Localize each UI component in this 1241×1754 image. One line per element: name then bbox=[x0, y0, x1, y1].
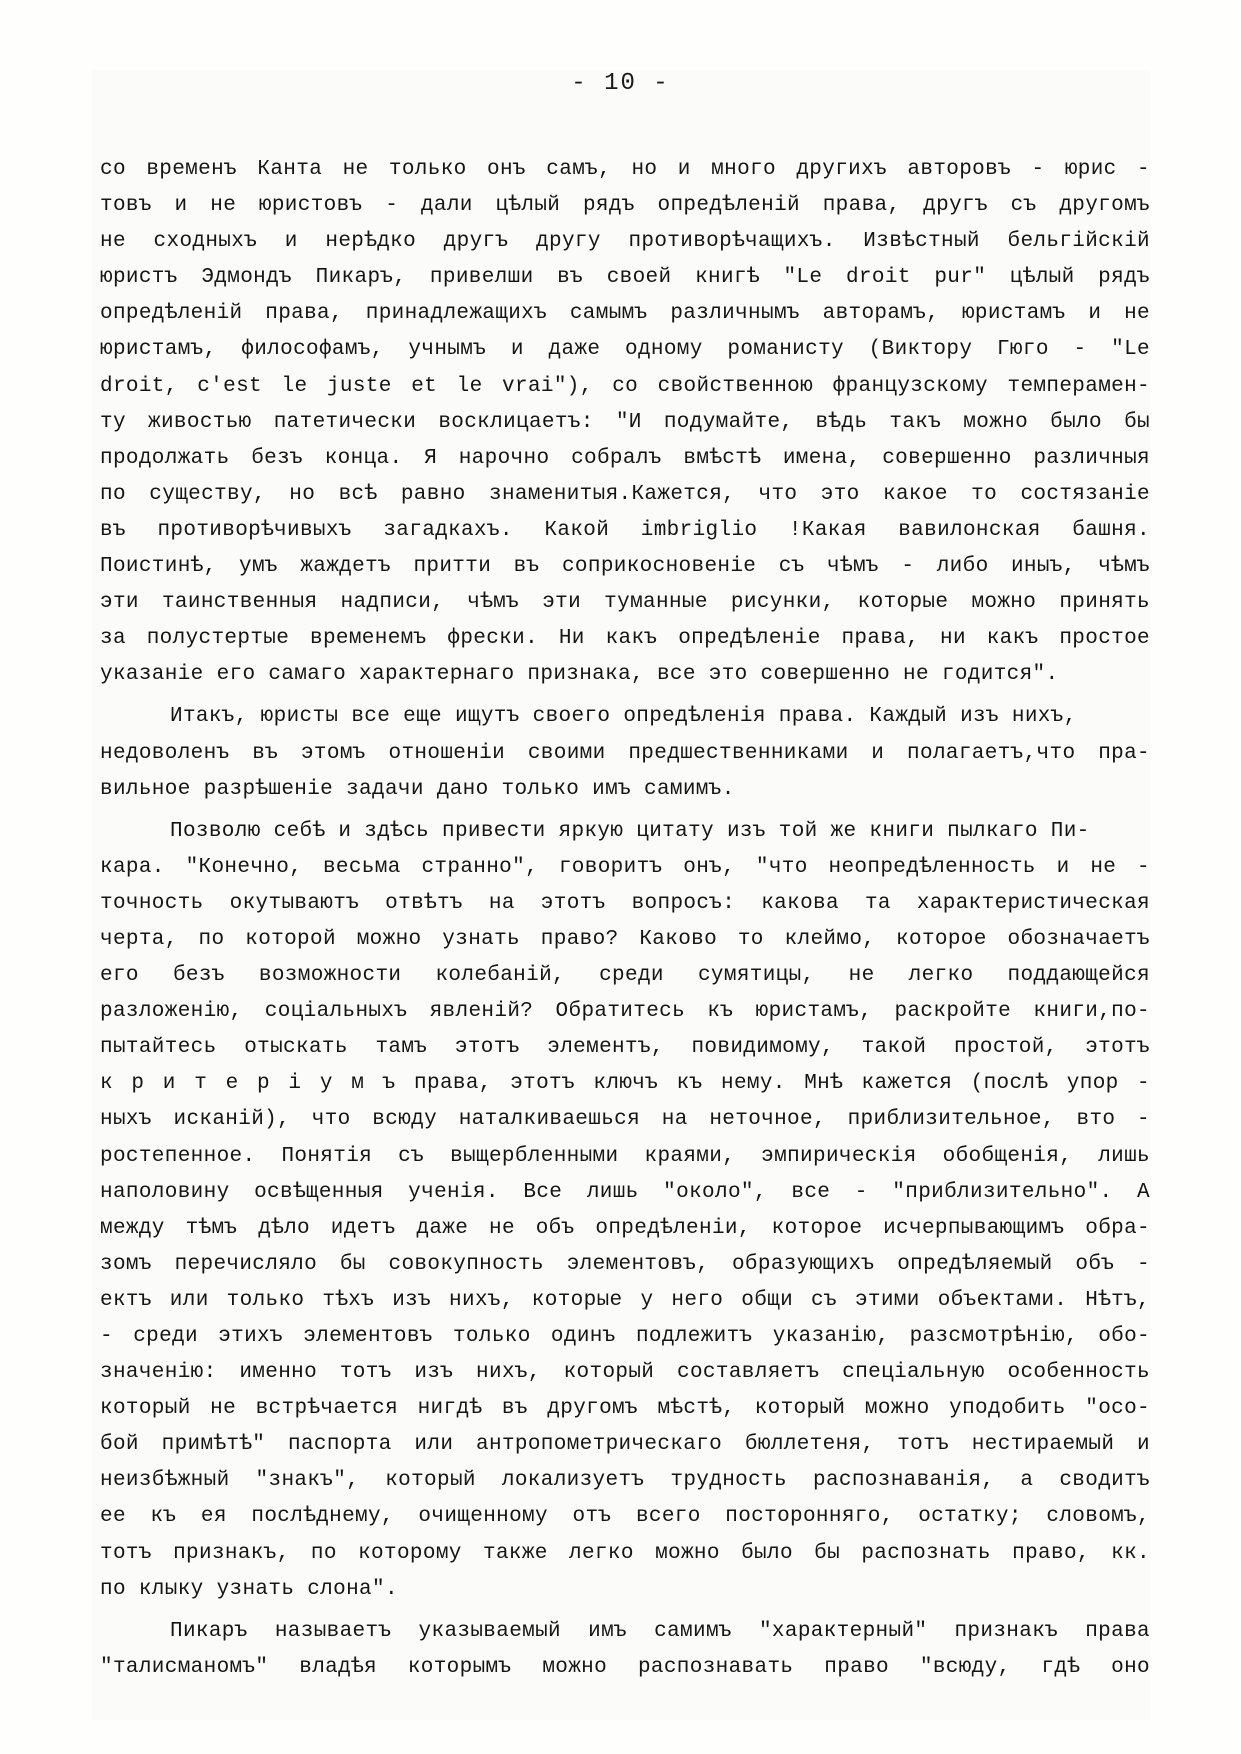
text-line: между тѣмъ дѣло идетъ даже не объ опредѣленіи, которое исчерпывающимъ обра- bbox=[100, 1216, 1150, 1240]
text-line: тотъ признакъ, по которому также легко можно было бы распознать право, кк. bbox=[100, 1541, 1150, 1565]
text-line: к р и т е р і у м ъ права, этотъ ключъ къ нему. Мнѣ кажется (послѣ упор - bbox=[100, 1072, 1150, 1096]
text-line: который не встрѣчается нигдѣ въ другомъ мѣстѣ, который можно уподобить "осо- bbox=[100, 1397, 1150, 1421]
text-line: въ противорѣчивыхъ загадкахъ. Какой imbriglio !Какая вавилонская башня. bbox=[100, 518, 1150, 542]
text-line: продолжать безъ конца. Я нарочно собралъ вмѣстѣ имена, совершенно различныя bbox=[100, 446, 1150, 470]
text-line: вильное разрѣшеніе задачи дано только имъ самимъ. bbox=[100, 777, 735, 801]
text-line: ее къ ея послѣднему, очищенному отъ всего посторонняго, остатку; словомъ, bbox=[100, 1505, 1150, 1529]
text-line: ту живостью патетически восклицаетъ: "И подумайте, вѣдь такъ можно было бы bbox=[100, 410, 1150, 434]
text-line: опредѣленій права, принадлежащихъ самымъ различнымъ авторамъ, юристамъ и не bbox=[100, 302, 1150, 326]
text-line: - среди этихъ элементовъ только одинъ подлежитъ указанію, разсмотрѣнію, обо- bbox=[100, 1325, 1150, 1348]
text-line: эти таинственныя надписи, чѣмъ эти туманные рисунки, которые можно принять bbox=[100, 591, 1150, 615]
text-line: со временъ Канта не только онъ самъ, но и много другихъ авторовъ - юрис - bbox=[100, 158, 1150, 181]
text-line: зомъ перечисляло бы совокупность элементовъ, образующихъ опредѣляемый объ - bbox=[100, 1252, 1150, 1276]
text-line: Пикаръ называетъ указываемый имъ самимъ "характерный" признакъ права bbox=[170, 1619, 1150, 1643]
text-line: наполовину освѣщенныя ученія. Все лишь "около", все - "приблизительно". А bbox=[100, 1180, 1150, 1204]
text-line: пытайтесь отыскать тамъ этотъ элементъ, повидимому, такой простой, этотъ bbox=[100, 1036, 1150, 1060]
body-text bbox=[100, 152, 1150, 1686]
text-line: неизбѣжный "знакъ", который локализуетъ трудность распознаванія, а сводитъ bbox=[100, 1469, 1150, 1493]
text-line: юристамъ, философамъ, учнымъ и даже одному романисту (Виктору Гюго - "Le bbox=[100, 338, 1150, 362]
text-line: не сходныхъ и нерѣдко другъ другу противорѣчащихъ. Извѣстный бельгійскій bbox=[100, 230, 1150, 254]
text-line: ектъ или только тѣхъ изъ нихъ, которые у него общи съ этими объектами. Нѣтъ, bbox=[100, 1288, 1150, 1312]
text-line: точность окутываютъ отвѣтъ на этотъ вопросъ: какова та характеристическая bbox=[100, 891, 1150, 915]
text-line: товъ и не юристовъ - дали цѣлый рядъ опредѣленій права, другъ съ другомъ bbox=[100, 194, 1150, 218]
text-line: разложенію, соціальныхъ явленій? Обратитесь къ юристамъ, раскройте книги,по- bbox=[100, 1000, 1150, 1024]
text-line: юристъ Эдмондъ Пикаръ, привелши въ своей книгѣ "Le droit pur" цѣлый рядъ bbox=[100, 266, 1150, 290]
text-line: Позволю себѣ и здѣсь привести яркую цитату изъ той же книги пылкаго Пи- bbox=[170, 819, 1090, 843]
text-line: "талисманомъ" владѣя которымъ можно распознавать право "всюду, гдѣ оно bbox=[100, 1655, 1150, 1679]
text-line: droit, c'est le juste et le vrai"), со свойственною французскому темперамен- bbox=[100, 374, 1150, 398]
text-line: за полустертые временемъ фрески. Ни какъ опредѣленіе права, ни какъ простое bbox=[100, 627, 1150, 651]
text-line: значенію: именно тотъ изъ нихъ, который составляетъ спеціальную особенность bbox=[100, 1361, 1150, 1385]
text-line: по клыку узнать слона". bbox=[100, 1577, 398, 1601]
text-line: ныхъ исканій), что всюду наталкиваешься на неточное, приблизительное, вто - bbox=[100, 1108, 1150, 1132]
text-line: ростепенное. Понятія съ выщербленными краями, эмпирическія обобщенія, лишь bbox=[100, 1144, 1150, 1168]
text-line: недоволенъ въ этомъ отношеніи своими предшественниками и полагаетъ,что пра- bbox=[100, 741, 1150, 765]
text-line: его безъ возможности колебаній, среди сумятицы, не легко поддающейся bbox=[100, 964, 1150, 988]
page-number: - 10 - bbox=[571, 70, 670, 97]
text-line: бой примѣтѣ" паспорта или антропометрическаго бюллетеня, тотъ нестираемый и bbox=[100, 1433, 1150, 1457]
text-line: Итакъ, юристы все еще ищутъ своего опредѣленія права. Каждый изъ нихъ, bbox=[170, 705, 1077, 729]
text-line: кара. "Конечно, весьма странно", говоритъ онъ, "что неопредѣленность и не - bbox=[100, 855, 1150, 879]
text-line: указаніе его самаго характернаго признака, все это совершенно не годится". bbox=[100, 663, 1059, 687]
text-line: Поистинѣ, умъ жаждетъ притти въ соприкосновеніе съ чѣмъ - либо иныъ, чѣмъ bbox=[100, 555, 1150, 579]
text-line: по существу, но всѣ равно знаменитыя.Кажется, что это какое то состязаніе bbox=[100, 482, 1150, 506]
text-line: черта, по которой можно узнать право? Каково то клеймо, которое обозначаетъ bbox=[100, 927, 1150, 951]
